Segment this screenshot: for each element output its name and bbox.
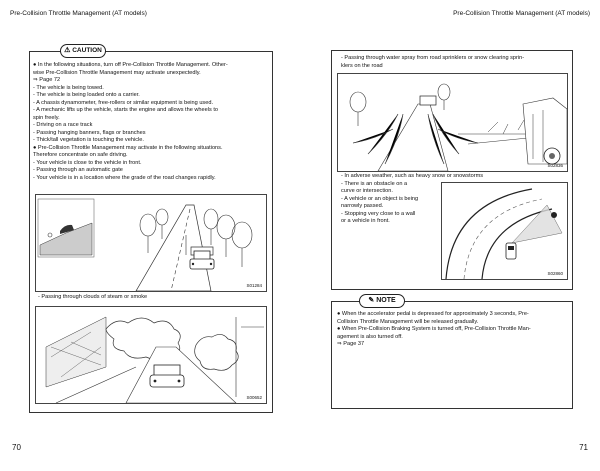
caution-line: - The vehicle is being towed.: [33, 84, 104, 91]
caution-badge: [60, 44, 106, 58]
note-badge: [359, 294, 405, 308]
weather-line: - A vehicle or an object is being: [341, 195, 419, 202]
water-line: klers on the road: [341, 62, 383, 69]
figure-code: S02836: [547, 163, 563, 168]
figure-code: S01284: [246, 283, 262, 288]
page-number-left: 70: [12, 443, 21, 452]
weather-line: - There is an obstacle on a: [341, 180, 408, 187]
caution-line: - A chassis dynamometer, free-rollers or similar equipment is being used.: [33, 99, 214, 106]
caution-line: - The vehicle is being loaded onto a carrier.: [33, 92, 140, 98]
illustration-water-spray: [337, 73, 568, 172]
header-left: Pre-Collision Throttle Management (AT models): [10, 10, 147, 17]
caution-line: ⇒ Page 72: [33, 77, 61, 83]
caution-line: - Your vehicle is in a location where the grade of the road changes rapidly.: [33, 174, 216, 181]
caution-line: - Driving on a race track: [33, 122, 93, 128]
weather-line: - Stopping very close to a wall: [341, 210, 416, 217]
illustration-steam-smoke: [35, 306, 267, 404]
caution-line: wise Pre-Collision Throttle Management may activate unexpectedly.: [33, 69, 201, 76]
caution-line: ● In the following situations, turn off Pre-Collision Throttle Management. Other-: [33, 62, 228, 68]
page-number-right: 71: [579, 443, 588, 452]
weather-line: narrowly passed.: [341, 203, 384, 209]
caution-line: - Your vehicle is close to the vehicle in front.: [33, 159, 142, 166]
water-line: - Passing through water spray from road sprinklers or snow clearing sprin-: [341, 55, 525, 61]
illustration-close-vehicle: [35, 194, 267, 292]
caution-line: ● Pre-Collision Throttle Management may activate in the following situations.: [33, 144, 223, 151]
road-scene-icon: [36, 195, 266, 291]
caution-line: Therefore concentrate on safe driving.: [33, 152, 128, 158]
figure-code: S00652: [246, 395, 262, 400]
caution-line: spin freely.: [33, 114, 60, 121]
caution-line: - Passing hanging banners, flags or branches: [33, 129, 146, 136]
header-right: Pre-Collision Throttle Management (AT models): [453, 10, 590, 17]
note-line: Collision Throttle Management will be released gradually.: [337, 318, 479, 325]
caution-label: CAUTION: [72, 47, 102, 54]
caution-line: - Thick/tall vegetation is touching the vehicle.: [33, 137, 144, 143]
caution-line: - Passing through an automatic gate: [33, 167, 123, 173]
note-label: NOTE: [376, 297, 396, 304]
sprinkler-scene-icon: [338, 74, 567, 171]
caution-line: - A mechanic lifts up the vehicle, starts the engine and allows the wheels to: [33, 107, 219, 113]
weather-line: - In adverse weather, such as heavy snow or snowstorms: [341, 173, 484, 179]
weather-line: curve or intersection.: [341, 188, 393, 194]
note-line: ● When the accelerator pedal is depressed for approximately 3 seconds, Pre-: [337, 311, 529, 317]
weather-line: or a vehicle in front.: [341, 218, 390, 224]
warning-icon: ⚠: [64, 47, 71, 54]
curve-scene-icon: [442, 183, 567, 279]
figure-code: S02860: [547, 271, 563, 276]
note-line: ⇒ Page 37: [337, 341, 365, 347]
note-line: ● When Pre-Collision Braking System is turned off, Pre-Collision Throttle Man-: [337, 326, 531, 332]
illustration-curve-obstacle: [441, 182, 568, 280]
note-icon: ✎: [368, 297, 375, 304]
smoke-scene-icon: [36, 307, 266, 403]
steam-text: - Passing through clouds of steam or smoke: [38, 294, 148, 300]
note-line: agement is also turned off.: [337, 333, 403, 340]
